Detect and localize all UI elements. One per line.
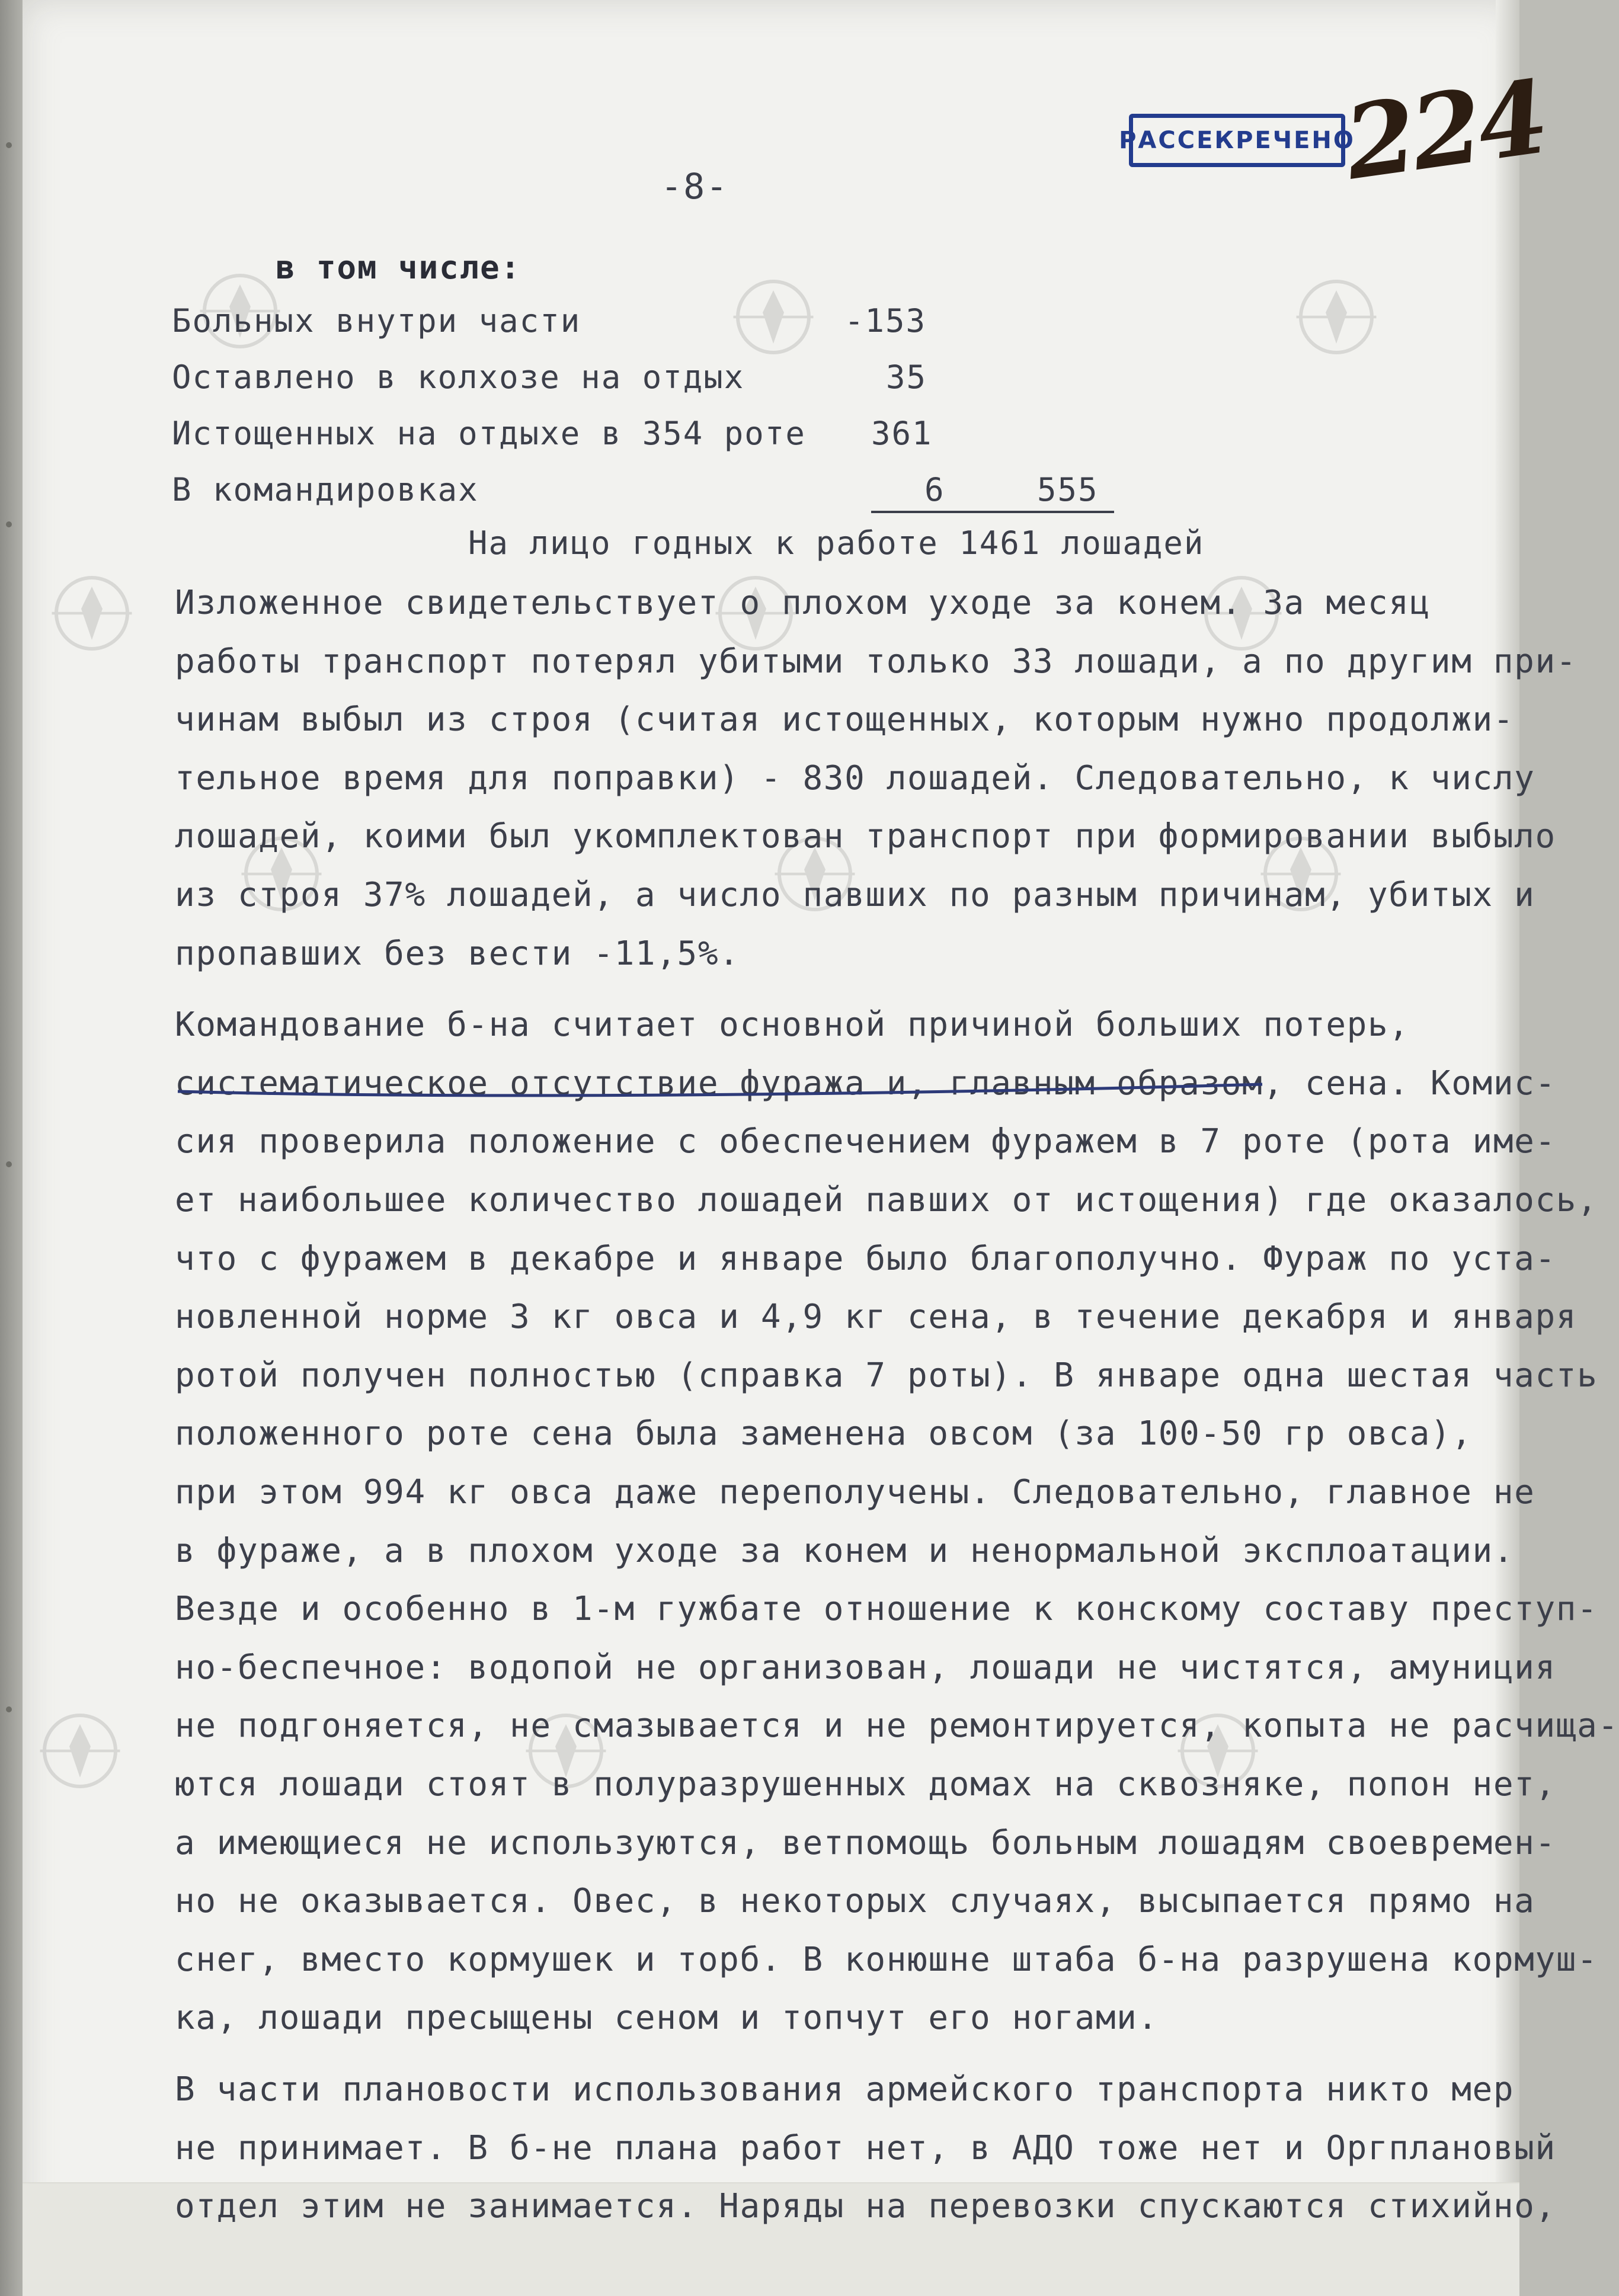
list-total: 555 (1037, 471, 1099, 508)
body-line: работы транспорт потерял убитыми только 33 лошади, а по другим при- (175, 642, 1578, 681)
body-line: Командование б-на считает основной причиной больших потерь, (175, 1005, 1410, 1044)
archive-emblem-watermark (1292, 273, 1381, 361)
body-line: что с фуражем в декабре и январе было благополучно. Фураж по уста- (175, 1240, 1556, 1278)
body-line: но-беспечное: водопой не организован, лошади не чистятся, амуниция (175, 1648, 1556, 1687)
binding-hole (6, 142, 12, 148)
archive-emblem-watermark (47, 569, 136, 658)
body-line: систематическое отсутствие фуража и, главным образом, сена. Комис- (175, 1064, 1556, 1103)
body-line: а имеющиеся не используются, ветпомощь больным лошадям своевремен- (175, 1824, 1556, 1862)
list-heading: в том числе: (276, 249, 521, 286)
body-line: отдел этим не занимается. Наряды на перевозки спускаются стихийно, (175, 2187, 1556, 2225)
body-line: не принимает. В б-не плана работ нет, в АДО тоже нет и Оргплановый (175, 2129, 1556, 2167)
summary-line: На лицо годных к работе 1461 лошадей (468, 524, 1205, 562)
sum-rule (871, 511, 1114, 513)
body-line: ются лошади стоят в полуразрушенных домах на сквозняке, попон нет, (175, 1765, 1556, 1804)
body-line: тельное время для поправки) - 830 лошадей. Следовательно, к числу (175, 759, 1535, 798)
list-item-label: Больных внутри части (172, 302, 581, 340)
body-line: снег, вместо кормушек и торб. В конюшне штаба б-на разрушена кормуш- (175, 1940, 1598, 1979)
binding-hole (6, 1706, 12, 1712)
binding-hole (6, 521, 12, 527)
page-number: -8- (661, 166, 729, 207)
archive-emblem-watermark (36, 1706, 124, 1795)
body-line: ет наибольшее количество лошадей павших от истощения) где оказалось, (175, 1181, 1598, 1219)
body-line: Везде и особенно в 1-м гужбате отношение к конскому составу преступ- (175, 1590, 1598, 1628)
list-item-value: -153 (844, 302, 927, 340)
archive-sheet-number: 224 (1338, 57, 1553, 203)
list-item-value: 361 (871, 415, 933, 452)
body-line: лошадей, коими был укомплектован транспорт при формировании выбыло (175, 817, 1556, 856)
list-item-label: В командировках (172, 471, 479, 508)
body-line: чинам выбыл из строя (считая истощенных, которым нужно продолжи- (175, 700, 1515, 739)
body-line: положенного роте сена была заменена овсом (за 100-50 гр овса), (175, 1414, 1473, 1453)
body-line: новленной норме 3 кг овса и 4,9 кг сена, в течение декабря и января (175, 1298, 1578, 1336)
body-line: ротой получен полностью (справка 7 роты). В январе одна шестая часть (175, 1356, 1598, 1395)
body-line: ка, лошади пресыщены сеном и топчут его ногами. (175, 1999, 1159, 2037)
declassified-stamp: РАССЕКРЕЧЕНО (1129, 114, 1345, 167)
body-line: но не оказывается. Овес, в некоторых случаях, высыпается прямо на (175, 1882, 1535, 1920)
body-line: пропавших без вести -11,5%. (175, 934, 740, 973)
body-line: Изложенное свидетельствует о плохом уходе за конем. За месяц (175, 584, 1431, 622)
body-line: из строя 37% лошадей, а число павших по разным причинам, убитых и (175, 876, 1535, 914)
handwritten-underline (178, 1080, 1262, 1103)
body-line: при этом 994 кг овса даже переполучены. Следовательно, главное не (175, 1473, 1535, 1512)
list-item-label: Истощенных на отдыхе в 354 роте (172, 415, 806, 452)
body-line: В части плановости использования армейского транспорта никто мер (175, 2070, 1515, 2109)
list-item-value: 35 (886, 358, 927, 396)
scan-edge (0, 0, 24, 2296)
binding-hole (6, 1161, 12, 1167)
list-item-value: 6 (924, 471, 945, 508)
body-line: в фураже, а в плохом уходе за конем и ненормальной эксплоатации. (175, 1532, 1515, 1570)
body-line: не подгоняется, не смазывается и не ремонтируется, копыта не расчища- (175, 1706, 1619, 1745)
archive-emblem-watermark (729, 273, 818, 361)
body-line: сия проверила положение с обеспечением фуражем в 7 роте (рота име- (175, 1122, 1556, 1161)
list-item-label: Оставлено в колхозе на отдых (172, 358, 745, 396)
